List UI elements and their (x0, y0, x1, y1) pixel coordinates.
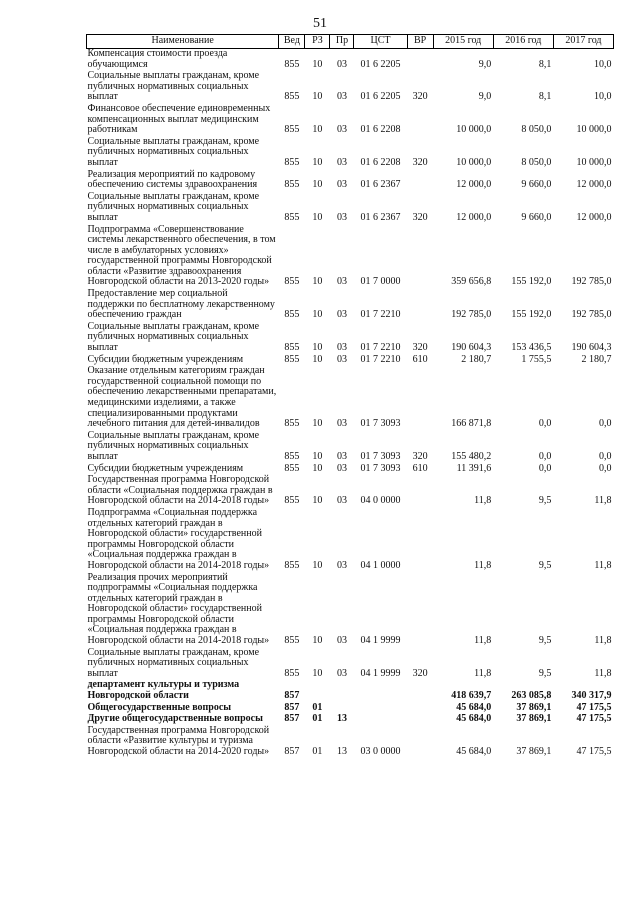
row-2015: 12 000,0 (456, 179, 492, 191)
table-row (87, 289, 614, 322)
row-2015: 10 000,0 (456, 124, 492, 136)
row-rz: 10 (312, 276, 323, 288)
row-cst: 01 7 3093 (360, 462, 401, 474)
row-pr: 03 (336, 353, 347, 365)
row-2015: 11,8 (474, 495, 492, 507)
table-row (87, 137, 614, 170)
row-2017: 11,8 (594, 559, 612, 571)
row-2016: 9 660,0 (521, 179, 552, 191)
row-rz: 10 (312, 353, 323, 365)
row-vr: 320 (412, 156, 428, 168)
row-vr (407, 573, 433, 648)
row-cst: 01 7 0000 (360, 276, 401, 288)
row-vr (407, 289, 433, 322)
row-ved: 857 (284, 690, 300, 702)
row-2015: 418 639,7 (451, 690, 492, 702)
row-cst: 01 7 3093 (360, 450, 401, 462)
row-rz: 10 (312, 91, 323, 103)
row-2017: 11,8 (594, 495, 612, 507)
row-ved: 855 (284, 450, 300, 462)
row-2015: 11,8 (474, 667, 492, 679)
row-2016: 263 085,8 (511, 690, 552, 702)
row-2016: 9,5 (538, 635, 552, 647)
row-rz: 01 (312, 713, 323, 725)
row-2017: 10,0 (594, 91, 612, 103)
row-2015: 9,0 (478, 58, 492, 70)
row-name: Социальные выплаты гражданам, кроме публичных нормативных социальных выплат (87, 646, 260, 679)
row-rz: 10 (312, 309, 323, 321)
row-ved: 855 (284, 418, 300, 430)
row-pr: 03 (336, 635, 347, 647)
row-name: Социальные выплаты гражданам, кроме публичных нормативных социальных выплат (87, 70, 260, 103)
row-2017: 47 175,5 (576, 713, 612, 725)
table-row (87, 475, 614, 508)
row-ved: 855 (284, 353, 300, 365)
row-vr: 320 (412, 342, 428, 354)
row-vr (407, 366, 433, 431)
row-vr (407, 726, 433, 759)
row-2016: 37 869,1 (516, 713, 552, 725)
row-vr (407, 104, 433, 137)
row-pr: 03 (336, 91, 347, 103)
row-cst: 01 7 2210 (360, 342, 401, 354)
table-header (87, 35, 614, 49)
row-vr (407, 680, 433, 702)
row-name: Предоставление мер социальной поддержки по бесплатному лекарственному обеспечению граждан (87, 288, 275, 321)
row-ved: 855 (284, 156, 300, 168)
row-ved: 855 (284, 211, 300, 223)
row-name: Государственная программа Новгородской области «Социальная поддержка граждан в Новгородской области на 2014-2018 годы» (87, 474, 273, 507)
row-name: Оказание отдельным категориям граждан государственной социальной помощи по обеспечению лекарственными препаратами, медицинскими изделиями, а также специализированными продуктами лечебного питания для детей-инвалидов (87, 365, 277, 430)
row-2016: 9,5 (538, 495, 552, 507)
row-2017: 2 180,7 (581, 353, 612, 365)
table-row (87, 680, 614, 702)
row-rz: 10 (312, 559, 323, 571)
row-2017: 12 000,0 (576, 211, 612, 223)
header-2016: 2016 год (493, 35, 553, 49)
row-pr: 03 (336, 462, 347, 474)
row-pr (330, 680, 354, 702)
row-ved: 855 (284, 559, 300, 571)
row-2016: 0,0 (538, 450, 552, 462)
row-2017: 47 175,5 (576, 701, 612, 713)
row-ved: 857 (284, 713, 300, 725)
row-name: Реализация мероприятий по кадровому обеспечению системы здравоохранения (87, 168, 258, 191)
row-ved: 855 (284, 495, 300, 507)
row-2016: 8 050,0 (521, 124, 552, 136)
row-2017: 10,0 (594, 58, 612, 70)
row-pr: 03 (336, 667, 347, 679)
row-cst: 01 6 2367 (360, 211, 401, 223)
table-row (87, 170, 614, 192)
row-2016: 37 869,1 (516, 701, 552, 713)
row-name: Социальные выплаты гражданам, кроме публичных нормативных социальных выплат (87, 320, 260, 354)
row-cst: 01 6 2208 (360, 156, 401, 168)
header-2017: 2017 год (553, 35, 613, 49)
row-cst (354, 680, 407, 702)
row-name: Субсидии бюджетным учреждениям (87, 462, 244, 474)
row-cst: 01 6 2205 (360, 58, 401, 70)
row-2015: 45 684,0 (456, 746, 492, 757)
header-2015: 2015 год (433, 35, 493, 49)
row-vr (407, 225, 433, 290)
header-ved: Вед (279, 35, 305, 49)
row-2017: 12 000,0 (576, 179, 612, 191)
row-vr (407, 714, 433, 726)
row-vr (407, 49, 433, 72)
row-name: Другие общегосударственные вопросы (87, 713, 263, 725)
table-row (87, 366, 614, 431)
row-cst: 03 0 0000 (360, 746, 401, 757)
table-row (87, 573, 614, 648)
row-name: Социальные выплаты гражданам, кроме публичных нормативных социальных выплат (87, 190, 260, 223)
row-pr: 03 (336, 495, 347, 507)
row-cst: 04 1 0000 (360, 559, 401, 571)
row-2015: 11 391,6 (456, 462, 492, 474)
row-2017: 0,0 (599, 418, 612, 430)
row-rz: 10 (312, 342, 323, 354)
row-2016: 8,1 (538, 58, 552, 70)
row-cst: 01 7 2210 (360, 309, 401, 321)
row-ved: 855 (284, 58, 300, 70)
row-vr: 610 (412, 353, 428, 365)
row-cst: 01 7 2210 (360, 353, 401, 365)
row-2017: 192 785,0 (571, 276, 612, 288)
table-row (87, 726, 614, 759)
row-cst: 04 1 9999 (360, 635, 401, 647)
row-2016: 153 436,5 (511, 342, 552, 354)
row-2017: 192 785,0 (571, 309, 612, 321)
row-cst: 04 0 0000 (360, 495, 401, 507)
row-2015: 11,8 (474, 559, 492, 571)
row-rz: 10 (312, 418, 323, 430)
row-ved: 857 (284, 701, 300, 713)
row-rz: 10 (312, 179, 323, 191)
row-cst: 01 6 2367 (360, 179, 401, 191)
page-number: 51 (313, 16, 327, 31)
header-cst: ЦСТ (354, 35, 407, 49)
row-2017: 47 175,5 (576, 746, 612, 757)
row-vr (407, 475, 433, 508)
table-row (87, 431, 614, 464)
row-rz: 01 (312, 746, 323, 757)
header-pr: Пр (330, 35, 354, 49)
row-ved: 855 (284, 667, 300, 679)
row-2016: 9 660,0 (521, 211, 552, 223)
row-pr: 03 (336, 156, 347, 168)
row-2017: 340 317,9 (571, 690, 612, 702)
table-row (87, 71, 614, 104)
row-vr (407, 170, 433, 192)
header-vr: ВР (407, 35, 433, 49)
row-2017: 190 604,3 (571, 342, 612, 354)
table-row (87, 508, 614, 573)
row-name: Социальные выплаты гражданам, кроме публичных нормативных социальных выплат (87, 135, 260, 168)
row-2015: 359 656,8 (451, 276, 492, 288)
row-pr: 13 (336, 746, 347, 757)
row-rz: 10 (312, 667, 323, 679)
row-2016: 1 755,5 (521, 353, 552, 365)
budget-table (86, 34, 614, 759)
row-name: Субсидии бюджетным учреждениям (87, 353, 244, 365)
row-name: департамент культуры и туризма Новгородской области (87, 679, 240, 702)
row-pr: 03 (336, 276, 347, 288)
row-pr: 03 (336, 211, 347, 223)
row-2017: 10 000,0 (576, 124, 612, 136)
row-vr (407, 508, 433, 573)
row-vr: 320 (412, 667, 428, 679)
row-2016: 0,0 (538, 462, 552, 474)
row-rz: 10 (312, 635, 323, 647)
row-name: Социальные выплаты гражданам, кроме публичных нормативных социальных выплат (87, 429, 260, 462)
row-2017: 11,8 (594, 635, 612, 647)
row-name: Подпрограмма «Совершенствование системы лекарственного обеспечения, в том числе в амбулаторных условиях» государственной программы Новгородской области «Развитие здравоохранения Новгородской области на 2013-2020 годы» (87, 223, 276, 288)
row-rz: 10 (312, 211, 323, 223)
row-name: Финансовое обеспечение единовременных компенсационных выплат медицинским работникам (87, 102, 271, 136)
row-ved: 855 (284, 635, 300, 647)
header-rz: РЗ (305, 35, 330, 49)
row-rz (305, 680, 330, 702)
row-ved: 855 (284, 276, 300, 288)
table-row (87, 49, 614, 72)
row-cst: 04 1 9999 (360, 667, 401, 679)
row-2017: 10 000,0 (576, 156, 612, 168)
row-name: Реализация прочих мероприятий подпрограммы «Социальная поддержка отдельных категорий граждан в Новгородской области» государственной программы Новгородской области «Социальная поддержка граждан в Новгородской области на 2014-2018 годы» (87, 571, 270, 647)
row-2015: 9,0 (478, 91, 492, 103)
table-row (87, 648, 614, 681)
row-2016: 8 050,0 (521, 156, 552, 168)
row-2016: 155 192,0 (511, 309, 552, 321)
row-name: Общегосударственные вопросы (87, 701, 232, 713)
row-cst (354, 714, 407, 726)
row-vr: 320 (412, 450, 428, 462)
row-rz: 10 (312, 462, 323, 474)
row-ved: 855 (284, 342, 300, 354)
row-pr: 03 (336, 342, 347, 354)
row-rz: 01 (312, 701, 323, 713)
row-ved: 857 (284, 746, 300, 757)
row-pr: 03 (336, 559, 347, 571)
row-ved: 855 (284, 124, 300, 136)
row-2016: 0,0 (538, 418, 552, 430)
row-name: Государственная программа Новгородской области «Развитие культуры и туризма Новгородской области на 2014-2020 годы» (87, 724, 270, 757)
row-2015: 166 871,8 (451, 418, 492, 430)
table-row (87, 225, 614, 290)
row-cst (354, 703, 407, 715)
row-2015: 155 480,2 (451, 450, 492, 462)
row-2015: 45 684,0 (456, 701, 492, 713)
row-pr: 03 (336, 309, 347, 321)
row-2017: 0,0 (599, 450, 612, 462)
row-vr (407, 703, 433, 715)
row-pr: 03 (336, 179, 347, 191)
row-2015: 11,8 (474, 635, 492, 647)
row-name: Компенсация стоимости проезда обучающимся (87, 48, 228, 70)
row-rz: 10 (312, 495, 323, 507)
row-2016: 9,5 (538, 667, 552, 679)
row-rz: 10 (312, 58, 323, 70)
row-2015: 2 180,7 (461, 353, 492, 365)
table-row (87, 104, 614, 137)
row-vr: 320 (412, 91, 428, 103)
table-row (87, 192, 614, 225)
table-row (87, 322, 614, 355)
row-pr: 03 (336, 450, 347, 462)
row-pr: 03 (336, 418, 347, 430)
row-2015: 190 604,3 (451, 342, 492, 354)
row-rz: 10 (312, 450, 323, 462)
row-2016: 9,5 (538, 559, 552, 571)
row-2017: 11,8 (594, 667, 612, 679)
row-2017: 0,0 (599, 462, 612, 474)
row-cst: 01 6 2208 (360, 124, 401, 136)
row-pr: 03 (336, 124, 347, 136)
row-vr: 610 (412, 462, 428, 474)
row-rz: 10 (312, 124, 323, 136)
row-rz: 10 (312, 156, 323, 168)
row-ved: 855 (284, 309, 300, 321)
row-2015: 45 684,0 (456, 713, 492, 725)
row-2016: 8,1 (538, 91, 552, 103)
header-name: Наименование (87, 35, 279, 49)
row-ved: 855 (284, 462, 300, 474)
row-cst: 01 6 2205 (360, 91, 401, 103)
row-ved: 855 (284, 91, 300, 103)
row-name: Подпрограмма «Социальная поддержка отдельных категорий граждан в Новгородской области» государственной программы Новгородской области «Социальная поддержка граждан в Новгородской области на 2014-2018 годы» (87, 506, 270, 571)
row-2016: 155 192,0 (511, 276, 552, 288)
row-cst: 01 7 3093 (360, 418, 401, 430)
row-2015: 192 785,0 (451, 309, 492, 321)
row-2015: 12 000,0 (456, 211, 492, 223)
row-ved: 855 (284, 179, 300, 191)
row-vr: 320 (412, 211, 428, 223)
row-pr: 03 (336, 58, 347, 70)
row-2015: 10 000,0 (456, 156, 492, 168)
row-pr: 13 (336, 713, 347, 725)
row-2016: 37 869,1 (516, 746, 552, 757)
